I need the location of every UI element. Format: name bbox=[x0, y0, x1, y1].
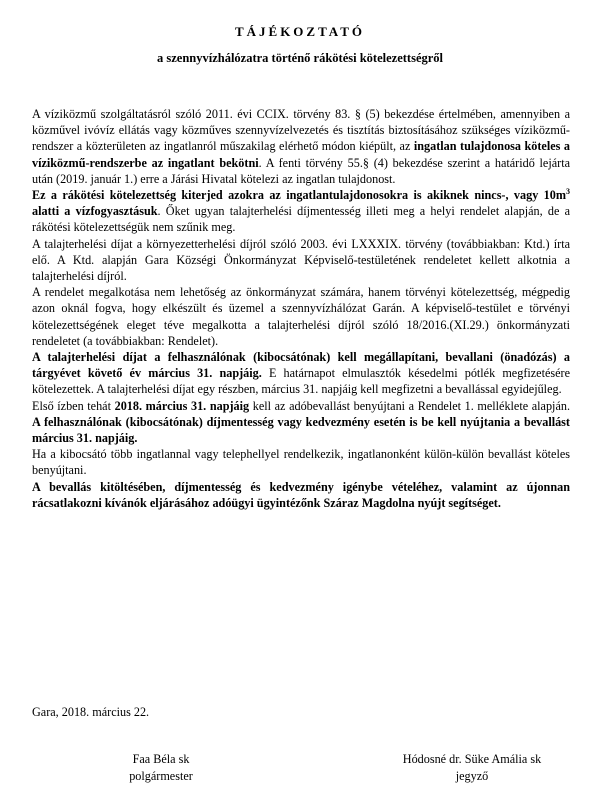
paragraph-1-bold: ingatlan tulajdonosa köteles a víziközmű-rendszerbe az ingatlant bekötni bbox=[32, 139, 570, 170]
paragraph-2-bold-b: alatti a vízfogyasztásuk bbox=[32, 204, 158, 219]
paragraph-6-bold-d: A felhasználónak (kibocsátónak) díjmentesség vagy kedvezmény esetén is be kell nyújtania a bevallást március 31. napjáig. bbox=[32, 414, 570, 446]
document-body bbox=[32, 106, 570, 511]
signature-right-title: jegyző bbox=[455, 769, 489, 783]
signature-right-name: Hódosné dr. Süke Amália sk bbox=[402, 752, 542, 766]
signature-left-title: polgármester bbox=[129, 769, 193, 783]
paragraph-5-text: E határnapot elmulasztók késedelmi pótlék megfizetésére kötelezettek. A talajterhelési díjat egy részben, március 31. napjáig kell megfizetni a bevallással egyidejűleg. bbox=[32, 366, 570, 397]
document-title: TÁJÉKOZTATÓ bbox=[234, 24, 366, 39]
paragraph-3: A talajterhelési díjat a környezetterhelési díjról szóló 2003. évi LXXXIX. törvény (továbbiakban: Ktd.) írta elő. A Ktd. alapján Gara Községi Önkormányzat Képviselő-testületének rendeletet kellett alkotnia a talajterhelési díjról. bbox=[32, 236, 570, 284]
paragraph-6 bbox=[32, 398, 570, 447]
paragraph-2-text-c: . Őket ugyan talajterhelési díjmentesség illeti meg a helyi rendelet alapján, de a rákötési kötelezettségük nem szűnik meg. bbox=[32, 204, 570, 235]
paragraph-1-text-a: A víziközmű szolgáltatásról szóló 2011. évi CCIX. törvény 83. § (5) bekezdése értelmében, amennyiben a közművel ivóvíz ellátás vagy közműves szennyvízelvezetés és tisztítás biztosításához szükséges víziközmű-rendszer a közterületen az ingatlanról műszakilag elérhető módon kiépült, az bbox=[32, 107, 570, 154]
paragraph-5-bold: A talajterhelési díjat a felhasználónak (kibocsátónak) kell megállapítani, bevallani (önadózás) a tárgyévet követő év március 31. napjáig. bbox=[32, 350, 570, 381]
paragraph-2-superscript: 3 bbox=[566, 186, 570, 196]
document-date: Gara, 2018. március 22. bbox=[32, 705, 150, 719]
paragraph-8: A bevallás kitöltésében, díjmentesség és kedvezmény igénybe vételéhez, valamint az újonnan rácsatlakozni kívánók eljárásához adóügyi ügyintézőnk Száraz Magdolna nyújt segítséget. bbox=[32, 479, 570, 510]
paragraph-6-bold-date: 2018. március 31. napjáig bbox=[114, 398, 250, 413]
paragraph-5 bbox=[32, 349, 570, 398]
paragraph-1 bbox=[32, 106, 570, 187]
paragraph-2 bbox=[32, 187, 570, 236]
document-subtitle: a szennyvízhálózatra történő rákötési kötelezettségről bbox=[156, 51, 444, 65]
paragraph-6-text-c: kell az adóbevallást benyújtani a Rendelet 1. melléklete alapján. bbox=[249, 398, 570, 413]
paragraph-6-text-a: Első ízben tehát bbox=[32, 398, 115, 413]
paragraph-1-text-c: . A fenti törvény 55.§ (4) bekezdése szerint a határidő lejárta után (2019. január 1.) erre a Járási Hivatal kötelezi az ingatlan tulajdonost. bbox=[32, 155, 570, 186]
signature-left-name: Faa Béla sk bbox=[132, 752, 190, 766]
signature-left bbox=[86, 751, 236, 785]
paragraph-2-bold-a: Ez a rákötési kötelezettség kiterjed azokra az ingatlantulajdonosokra is akiknek nincs-, vagy 10m bbox=[32, 188, 566, 203]
paragraph-7: Ha a kibocsátó több ingatlannal vagy telephellyel rendelkezik, ingatlanonként külön-külön bevallást köteles benyújtani. bbox=[32, 447, 570, 478]
signature-right bbox=[372, 751, 572, 785]
paragraph-4: A rendelet megalkotása nem lehetőség az önkormányzat számára, hanem törvényi kötelezettség, mégpedig azon oknál fogva, hogy elkészült és üzemel a szennyvízhálózat Garán. A képviselő-testület e törvényi kötelezettségének eleget téve megalkotta a talajterhelési díjról szóló 18/2016.(XI.29.) önkormányzati rendeletet (a továbbiakban: Rendelet). bbox=[32, 285, 570, 348]
